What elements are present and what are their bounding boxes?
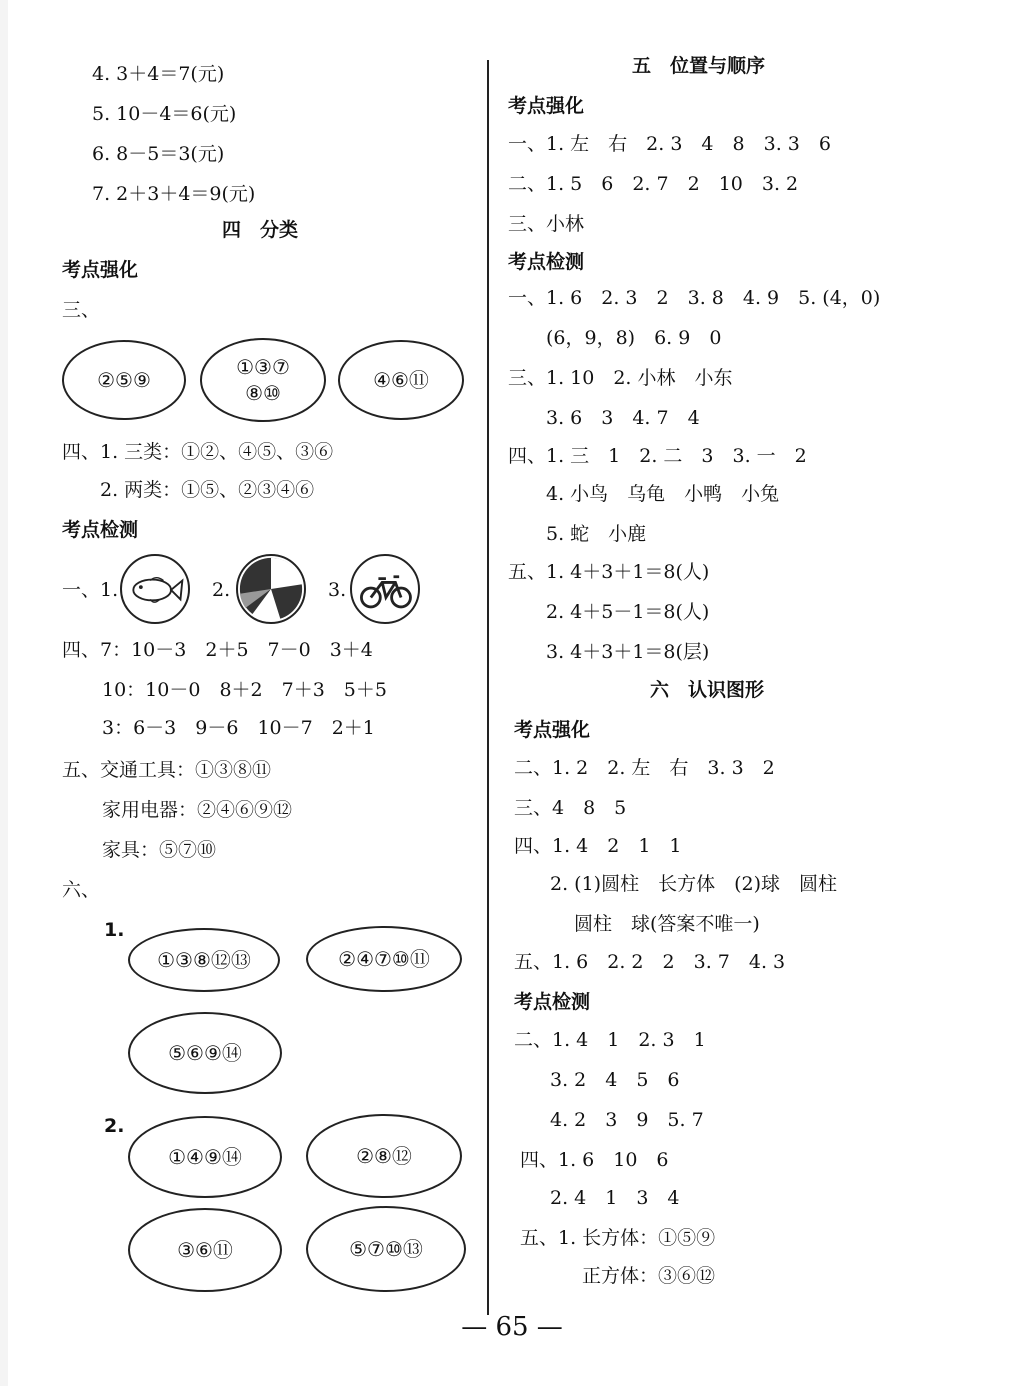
answer-line: 5. 蛇 小鹿: [546, 523, 647, 545]
group-oval: ④⑥⑪: [338, 340, 464, 420]
heading-test: 考点检测: [62, 519, 139, 541]
question-1-3-label: 3.: [328, 579, 347, 601]
answer-line: 3. 2 4 5 6: [550, 1069, 680, 1091]
group-oval: ①③⑦ ⑧⑩: [200, 338, 326, 422]
answer-5-furniture: 家具：⑤⑦⑩: [102, 839, 217, 861]
answer-line: (6，9，8) 6. 9 0: [546, 327, 722, 349]
fish-icon: [120, 554, 190, 624]
answer-line: 二、1. 4 1 2. 3 1: [514, 1029, 706, 1051]
section-title-classify: 四 分类: [222, 219, 299, 241]
group-oval: ①④⑨⑭: [128, 1116, 282, 1198]
question-label-6: 六、: [62, 879, 101, 901]
answer-line-5: 5. 10－4＝6(元): [92, 103, 237, 125]
question-label-3: 三、: [62, 299, 101, 321]
answer-line: 正方体：③⑥⑫: [582, 1265, 716, 1287]
answer-line: 四、1. 三 1 2. 二 3 3. 一 2: [508, 445, 807, 467]
question-6-2-label: 2.: [104, 1115, 125, 1137]
question-1-2-label: 2.: [212, 579, 231, 601]
answer-5-transport: 五、交通工具：①③⑧⑪: [62, 759, 272, 781]
answer-4-1: 四、1. 三类：①②、④⑤、③⑥: [62, 441, 334, 463]
group-oval: ②⑤⑨: [62, 340, 186, 420]
question-6-1-label: 1.: [104, 919, 125, 941]
answer-line-4: 4. 3＋4＝7(元): [92, 63, 225, 85]
group-oval: ⑤⑦⑩⑬: [306, 1206, 466, 1292]
heading-strengthen: 考点强化: [62, 259, 139, 281]
answer-line: 一、1. 6 2. 3 2 3. 8 4. 9 5. (4，0): [508, 287, 881, 309]
answer-line-7: 7. 2＋3＋4＝9(元): [92, 183, 256, 205]
answer-line: 四、1. 6 10 6: [520, 1149, 669, 1171]
group-oval: ②④⑦⑩⑪: [306, 926, 462, 992]
heading-strengthen: 考点强化: [508, 95, 585, 117]
answer-line: 3. 4＋3＋1＝8(层): [546, 641, 710, 663]
bicycle-icon: [350, 554, 420, 624]
question-1-1-label: 一、1.: [62, 579, 119, 601]
answer-4-row-10: 10：10－0 8＋2 7＋3 5＋5: [102, 679, 387, 701]
answer-4-2: 2. 两类：①⑤、②③④⑥: [100, 479, 315, 501]
group-oval: ⑤⑥⑨⑭: [128, 1012, 282, 1094]
answer-line: 五、1. 4＋3＋1＝8(人): [508, 561, 710, 583]
heading-test: 考点检测: [508, 251, 585, 273]
answer-line: 2. (1)圆柱 长方体 (2)球 圆柱: [550, 873, 837, 895]
heading-strengthen: 考点强化: [514, 719, 591, 741]
answer-5-appliances: 家用电器：②④⑥⑨⑫: [102, 799, 293, 821]
column-divider: [487, 60, 489, 1315]
answer-line: 四、1. 4 2 1 1: [514, 835, 682, 857]
answer-4-row-3: 3：6－3 9－6 10－7 2＋1: [102, 717, 375, 739]
answer-line: 三、1. 10 2. 小林 小东: [508, 367, 733, 389]
answer-line: 五、1. 6 2. 2 2 3. 7 4. 3: [514, 951, 786, 973]
heading-test: 考点检测: [514, 991, 591, 1013]
answer-line: 一、1. 左 右 2. 3 4 8 3. 3 6: [508, 133, 831, 155]
answer-line: 4. 2 3 9 5. 7: [550, 1109, 704, 1131]
answer-line: 4. 小鸟 乌龟 小鸭 小兔: [546, 483, 780, 505]
answer-line: 2. 4 1 3 4: [550, 1187, 680, 1209]
answer-line: 二、1. 2 2. 左 右 3. 3 2: [514, 757, 775, 779]
ball-icon: [236, 554, 306, 624]
answer-line: 3. 6 3 4. 7 4: [546, 407, 700, 429]
section-title-shapes: 六 认识图形: [650, 679, 765, 701]
answer-line: 二、1. 5 6 2. 7 2 10 3. 2: [508, 173, 799, 195]
answer-line: 圆柱 球(答案不唯一): [574, 913, 760, 935]
page-number: — 65 —: [461, 1312, 563, 1342]
group-oval: ①③⑧⑫⑬: [128, 928, 280, 992]
answer-4-row-7: 四、7：10－3 2＋5 7－0 3＋4: [62, 639, 373, 661]
group-oval: ③⑥⑪: [128, 1208, 282, 1292]
group-oval: ②⑧⑫: [306, 1114, 462, 1198]
answer-line-6: 6. 8－5＝3(元): [92, 143, 225, 165]
answer-line: 三、4 8 5: [514, 797, 627, 819]
answer-line: 2. 4＋5－1＝8(人): [546, 601, 710, 623]
scan-edge: [0, 0, 8, 1386]
section-title-position-order: 五 位置与顺序: [632, 55, 766, 77]
answer-line: 三、小林: [508, 213, 585, 235]
answer-line: 五、1. 长方体：①⑤⑨: [520, 1227, 716, 1249]
